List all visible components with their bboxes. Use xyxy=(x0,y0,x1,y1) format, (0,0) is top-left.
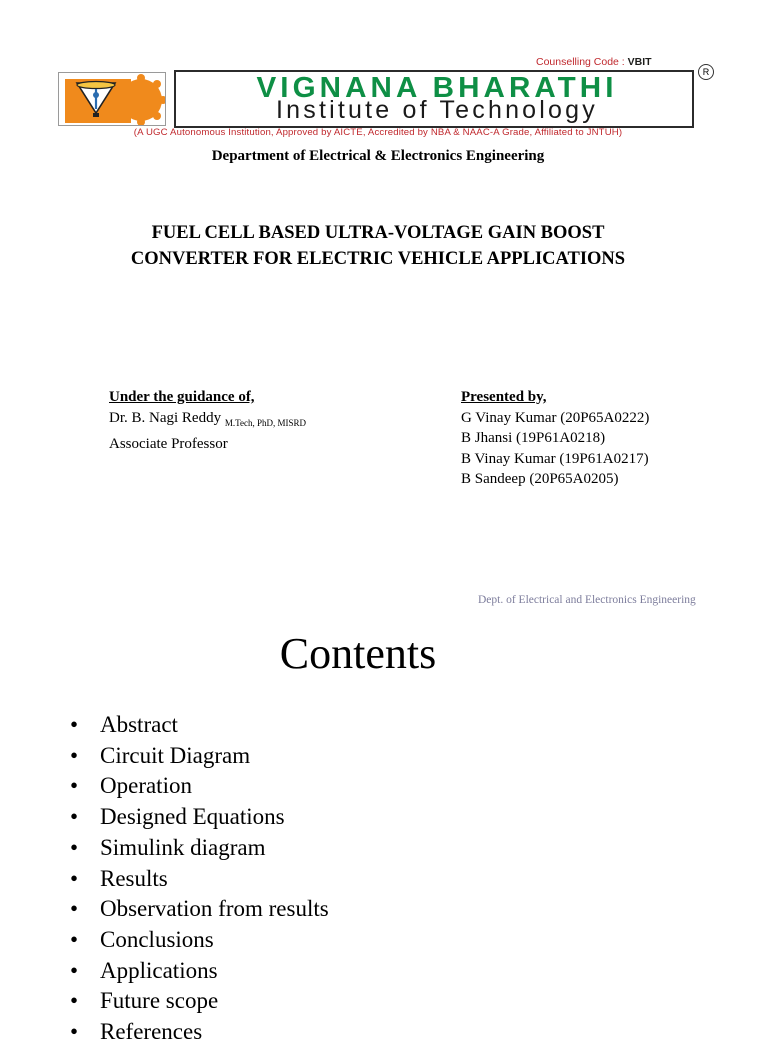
project-title xyxy=(0,220,756,272)
bullet-icon: • xyxy=(70,834,79,860)
bullet-icon: • xyxy=(70,1019,79,1045)
bullet-icon: • xyxy=(70,804,79,830)
department-name: Department of Electrical & Electronics Engineering xyxy=(211,148,545,164)
lamp-emblem-icon xyxy=(59,73,166,126)
list-item: • Abstract xyxy=(70,710,329,741)
presenters-block xyxy=(461,387,649,490)
contents-list xyxy=(70,710,329,1048)
institute-affiliation: (A UGC Autonomous Institution, Approved by AICTE, Accredited by NBA & NAAC-A Grade, Affiliated to JNTUH) xyxy=(133,127,623,138)
guide-block xyxy=(109,387,306,455)
list-item: • Circuit Diagram xyxy=(70,741,329,772)
list-item: • Results xyxy=(70,864,329,895)
guide-qualifications: M.Tech, PhD, MISRD xyxy=(224,418,306,428)
list-item: • Applications xyxy=(70,956,329,987)
contents-title: Contents xyxy=(279,629,437,678)
institute-emblem xyxy=(58,72,166,126)
presenter-item: G Vinay Kumar (20P65A0222) xyxy=(461,409,650,426)
list-item: • Conclusions xyxy=(70,925,329,956)
bullet-icon: • xyxy=(70,896,79,922)
bullet-icon: • xyxy=(70,957,79,983)
bullet-icon: • xyxy=(70,742,79,768)
presenters-heading: Presented by, xyxy=(461,389,547,405)
list-item: • Simulink diagram xyxy=(70,833,329,864)
guide-name: Dr. B. Nagi Reddy xyxy=(109,410,222,426)
project-title-line1: FUEL CELL BASED ULTRA-VOLTAGE GAIN BOOST xyxy=(151,223,605,243)
project-title-line2: CONVERTER FOR ELECTRIC VEHICLE APPLICATIONS xyxy=(130,249,626,269)
guide-designation: Associate Professor xyxy=(109,436,228,452)
list-item: • Observation from results xyxy=(70,894,329,925)
counselling-label: Counselling Code : xyxy=(536,56,625,68)
bullet-icon: • xyxy=(70,773,79,799)
counselling-code xyxy=(536,56,652,68)
guide-name-row xyxy=(109,408,306,434)
bullet-icon: • xyxy=(70,712,79,737)
registered-mark-icon: R xyxy=(698,64,714,80)
institute-name-line2: Institute of Technology xyxy=(276,96,598,124)
bullet-icon: • xyxy=(70,988,79,1014)
presenter-item: B Jhansi (19P61A0218) xyxy=(461,430,606,446)
list-item: • Operation xyxy=(70,771,329,802)
bullet-icon: • xyxy=(70,926,79,952)
list-item: • Designed Equations xyxy=(70,802,329,833)
bullet-icon: • xyxy=(70,865,79,891)
list-item: • References xyxy=(70,1017,329,1048)
presenter-item: B Sandeep (20P65A0205) xyxy=(461,471,619,487)
slide-footer: Dept. of Electrical and Electronics Engineering xyxy=(478,594,696,606)
guide-heading: Under the guidance of, xyxy=(109,389,255,405)
list-item: • Future scope xyxy=(70,986,329,1017)
counselling-code-value: VBIT xyxy=(627,56,652,68)
institute-name-line1: VIGNANA BHARATHI xyxy=(256,72,618,104)
presenter-item: B Vinay Kumar (19P61A0217) xyxy=(461,450,649,467)
